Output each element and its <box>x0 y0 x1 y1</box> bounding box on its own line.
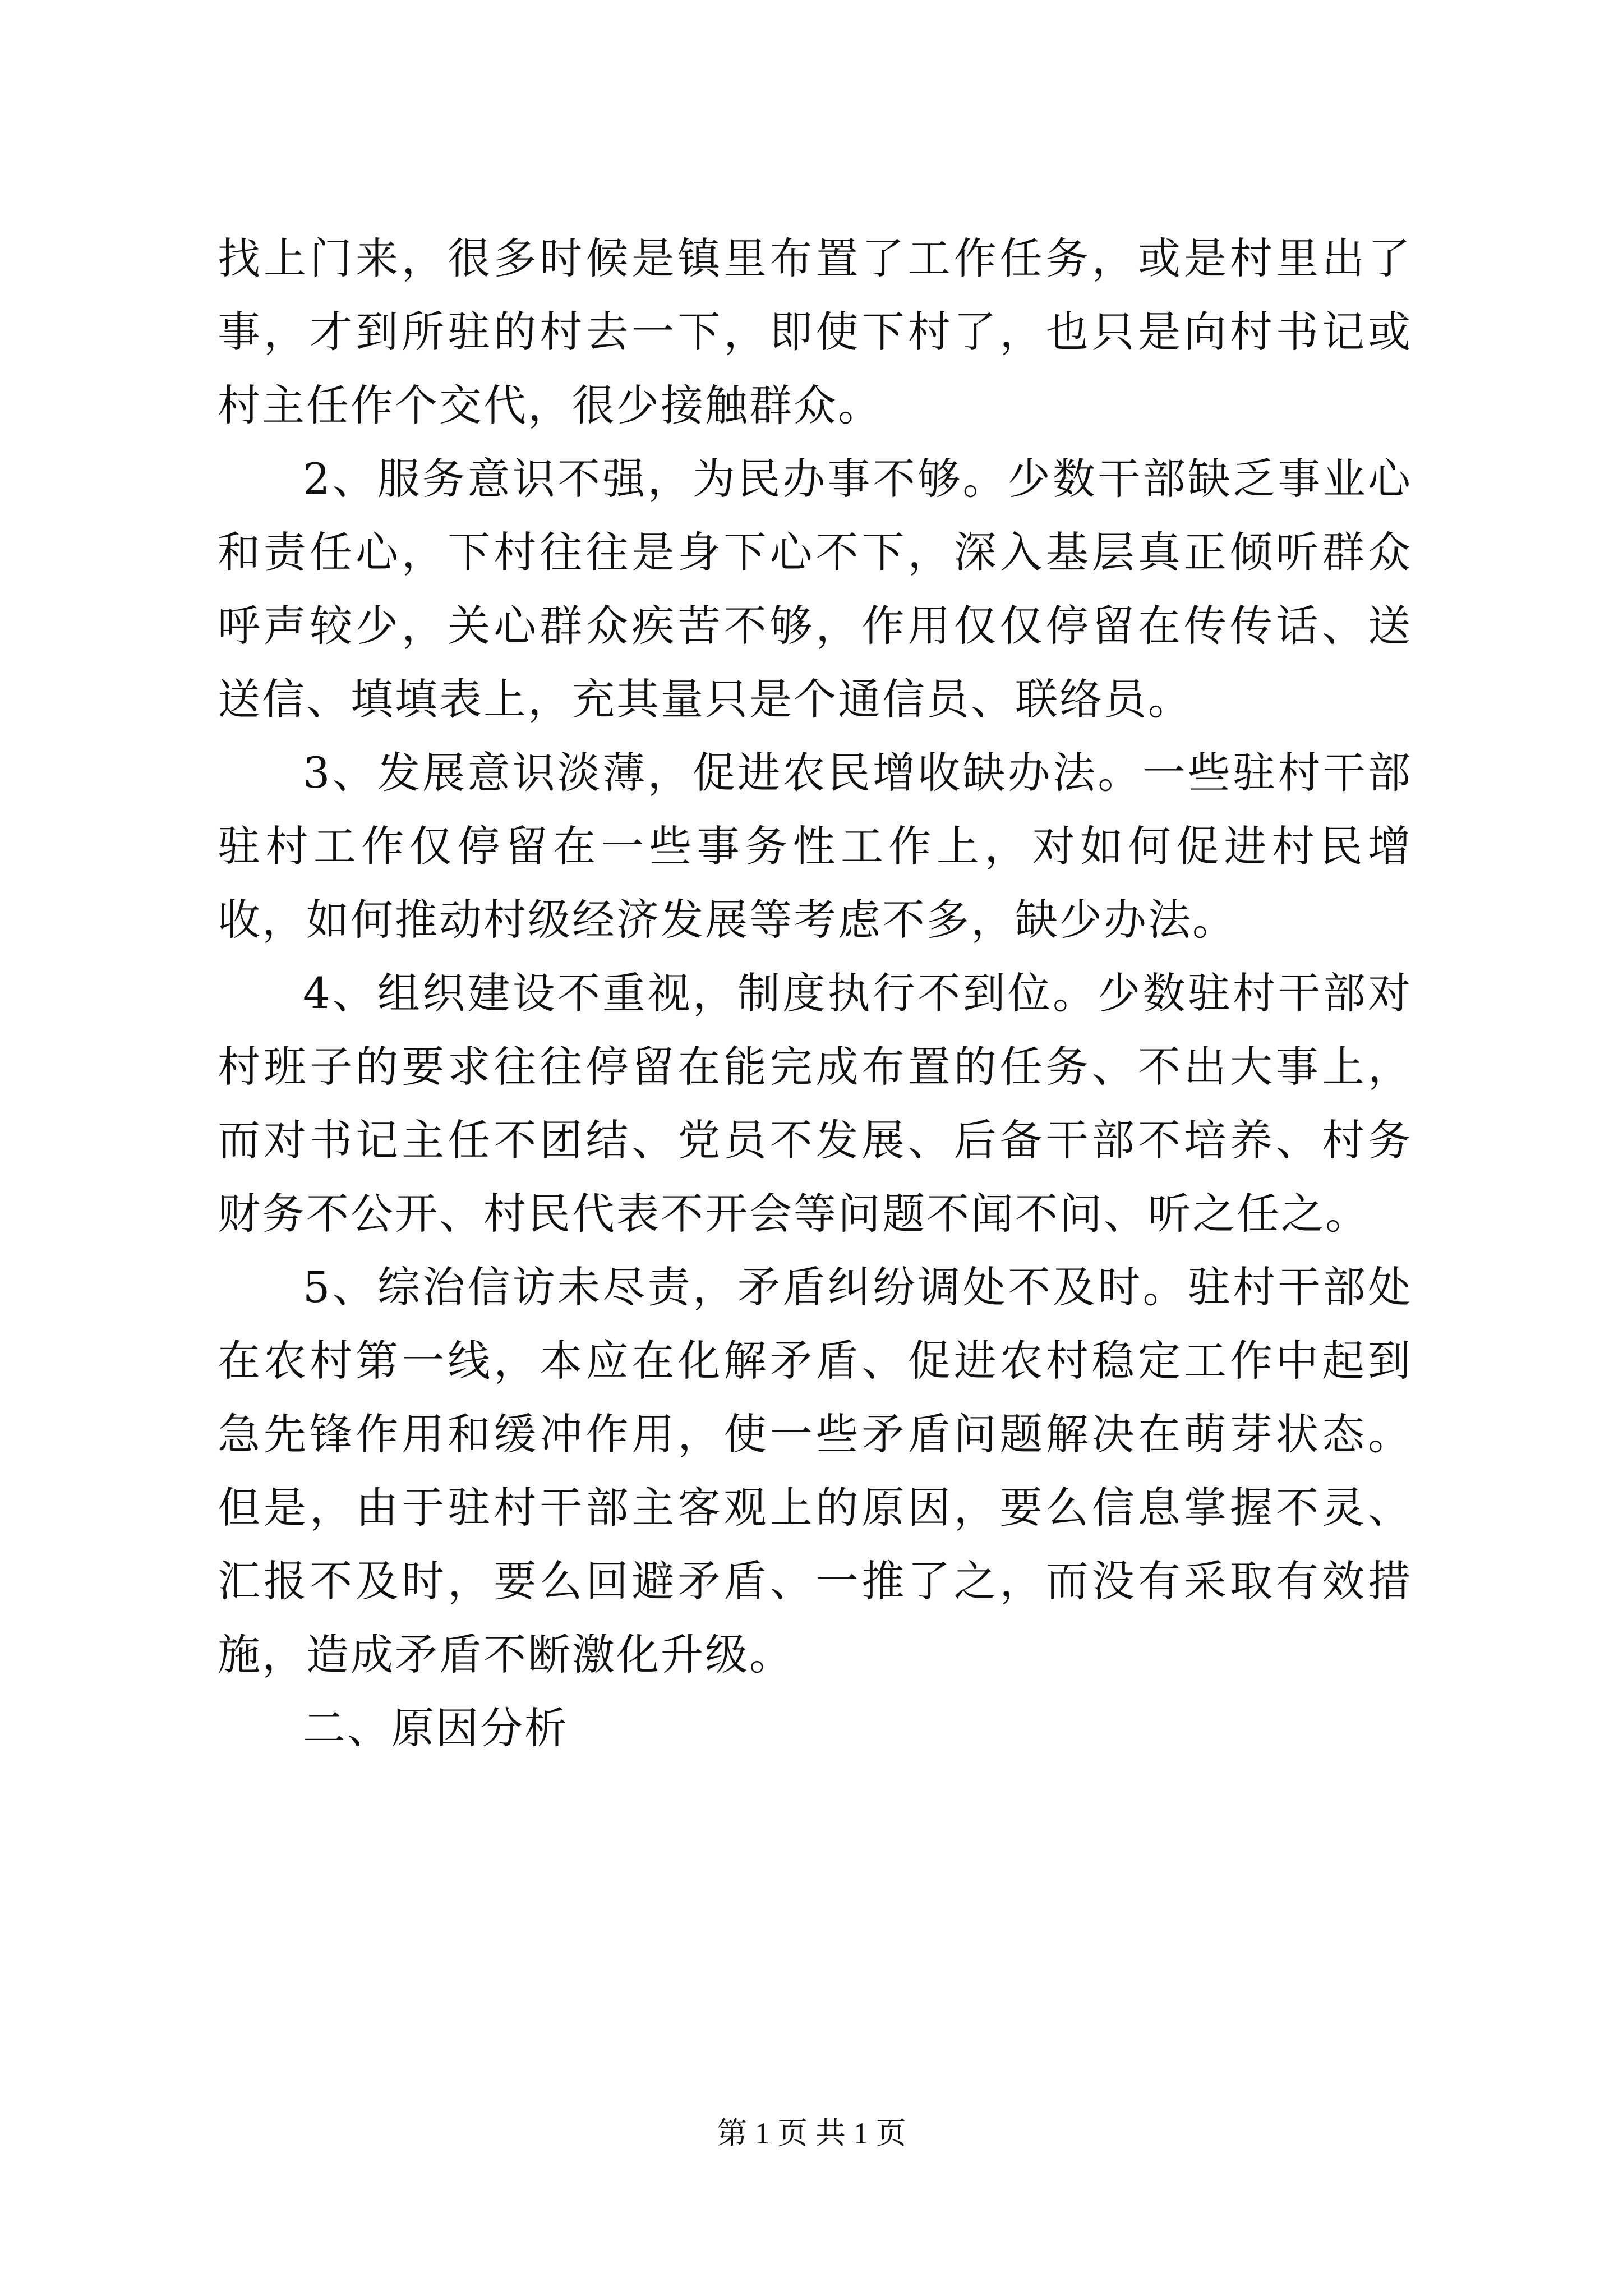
paragraph-service-awareness: 2、服务意识不强，为民办事不够。少数干部缺乏事业心和责任心，下村往往是身下心不下，深入基层真正倾听群众呼声较少，关心群众疾苦不够，作用仅仅停留在传传话、送送信、填填表上，充其量只是个通信员、联络员。 <box>218 454 1412 724</box>
paragraph-development-awareness: 3、发展意识淡薄，促进农民增收缺办法。一些驻村干部驻村工作仅停留在一些事务性工作上，对如何促进村民增收，如何推动村级经济发展等考虑不多，缺少办法。 <box>218 748 1412 945</box>
page-footer: 第 1 页 共 1 页 <box>717 2116 906 2150</box>
paragraph-petition-handling: 5、综治信访未尽责，矛盾纠纷调处不及时。驻村干部处在农村第一线，本应在化解矛盾、促进农村稳定工作中起到急先锋作用和缓冲作用，使一些矛盾问题解决在萌芽状态。但是，由于驻村干部主客观上的原因，要么信息掌握不灵、汇报不及时，要么回避矛盾、一推了之，而没有采取有效措施，造成矛盾不断激化升级。 <box>218 1262 1412 1680</box>
section-heading: 二、原因分析 <box>303 1703 569 1753</box>
paragraph-organization-building: 4、组织建设不重视，制度执行不到位。少数驻村干部对村班子的要求往往停留在能完成布置的任务、不出大事上，而对书记主任不团结、党员不发展、后备干部不培养、村务财务不公开、村民代表不开会等问题不闻不问、听之任之。 <box>218 968 1412 1239</box>
paragraph-continuation: 找上门来，很多时候是镇里布置了工作任务，或是村里出了事，才到所驻的村去一下，即使下村了，也只是向村书记或村主任作个交代，很少接触群众。 <box>218 233 1412 430</box>
document-body <box>218 222 1412 1765</box>
